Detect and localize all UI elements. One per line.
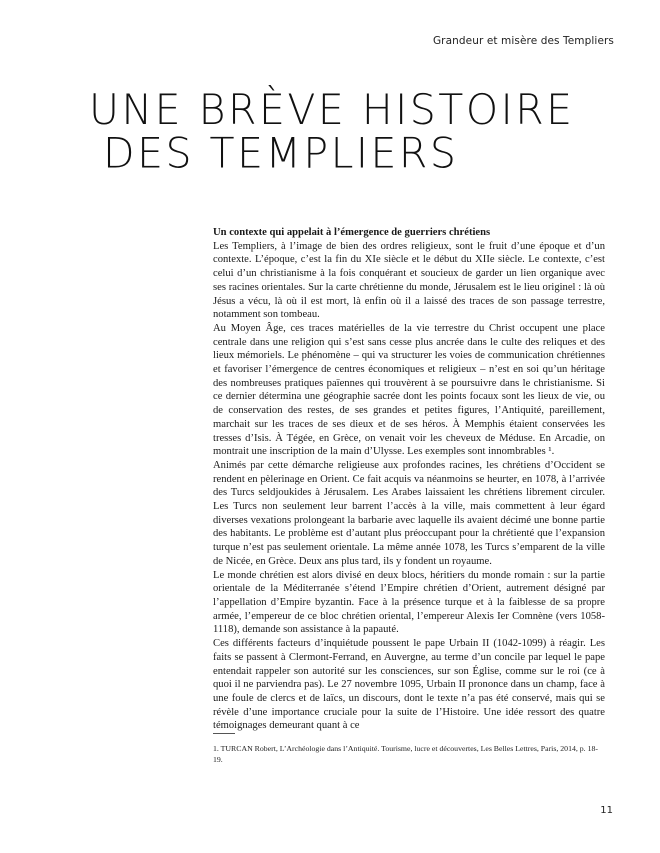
paragraph: Les Templiers, à l’image de bien des ordres religieux, sont le fruit d’une époque et d’un contexte. L’époque, c’est la fin du XIe siècle et le début du XIIe siècle. Le contexte, c’est celui d’un christianisme à la fois conquérant et soucieux de garder un lien organique avec ses racines orientales. Sur la carte chrétienne du monde, Jérusalem est le lieu originel : là où Jésus a vécu, là où il est mort, là enfin où il a laissé des traces de son passage terrestre, notamment son tombeau. [213, 240, 605, 321]
section-heading: Un contexte qui appelait à l’émergence de guerriers chrétiens [213, 227, 491, 238]
paragraph: Le monde chrétien est alors divisé en deux blocs, héritiers du monde romain : sur la partie orientale de la Méditerranée s’étend l’Empire chrétien d’Orient, autrement désigné par l’appellation d’Empire byzantin. Face à la présence turque et à la faiblesse de sa propre armée, l’empereur de ce bloc chrétien oriental, l’empereur Alexis Ier Comnène (vers 1058-1118), demande son assistance à la papauté. [213, 569, 605, 636]
chapter-title-line-1: UNE BRÈVE HISTOIRE [89, 84, 575, 135]
footnote-separator [213, 733, 235, 734]
paragraph: Ces différents facteurs d’inquiétude poussent le pape Urbain II (1042-1099) à réagir. Les faits se passent à Clermont-Ferrand, en Auvergne, au terme d’un concile par lequel le pape entendait rappeler son autorité sur les consciences, sur son Église, comme sur le roi (ce à quoi il ne parviendra pas). Le 27 novembre 1095, Urbain II prononce dans un champ, face à une foule de clercs et de laïcs, un discours, dont le texte n’a pas été conservé, mais qui se révèle d’une importance cruciale pour la suite de l’Histoire. Une idée ressort des quatre témoignages demeurant quant à ce [213, 638, 605, 732]
paragraph: Animés par cette démarche religieuse aux profondes racines, les chrétiens d’Occident se rendent en pèlerinage en Orient. Ce fait acquis va néanmoins se heurter, en 1078, à l’arrivée des Turcs seldjoukides à Jérusalem. Les Arabes laissaient les chrétiens librement circuler. Les Turcs non seulement leur barrent l’accès à la ville, mais commettent à leur égard diverses vexations prolongeant la barbarie avec laquelle ils avaient décimé une bonne partie des habitants. Le problème est d’autant plus préoccupant pour la chrétienté que l’expansion turque n’est pas seulement orientale. La même année 1078, les Turcs s’emparent de la ville de Nicée, en Grèce. Deux ans plus tard, ils y fondent un royaume. [213, 459, 605, 567]
page-number: 11 [600, 805, 613, 816]
paragraph: Au Moyen Âge, ces traces matérielles de la vie terrestre du Christ occupent une place centrale dans une religion qui s’est sans cesse plus ancrée dans le culte des reliques et des lieux mémoriels. Le phénomène – qui va structurer les voies de communication chrétiennes et favoriser l’émergence de centres économiques et religieux – n’est en soi qu’un héritage des nombreuses pratiques païennes qui trouvèrent à se poursuivre dans le christianisme. Si ce dernier détermina une géographie sacrée dont les points focaux sont les lieux de vie, ou de conservation des restes, de ses grandes et petites figures, l’Antiquité, pareillement, marchait sur les traces de ses dieux et de ses héros. À Memphis étaient conservées les tresses d’Isis. À Tégée, en Grèce, on venait voir les cheveux de Méduse. En Arcadie, on montrait une inscription de la main d’Ulysse. Les exemples sont innombrables ¹. [213, 322, 605, 458]
running-head: Grandeur et misère des Templiers [432, 35, 614, 47]
footnote: 1. TURCAN Robert, L’Archéologie dans l’Antiquité. Tourisme, lucre et découvertes, Les Belles Lettres, Paris, 2014, p. 18-19. [213, 744, 598, 764]
chapter-title [89, 84, 575, 178]
chapter-title-line-2: DES TEMPLIERS [103, 128, 459, 178]
body-text [213, 226, 605, 733]
